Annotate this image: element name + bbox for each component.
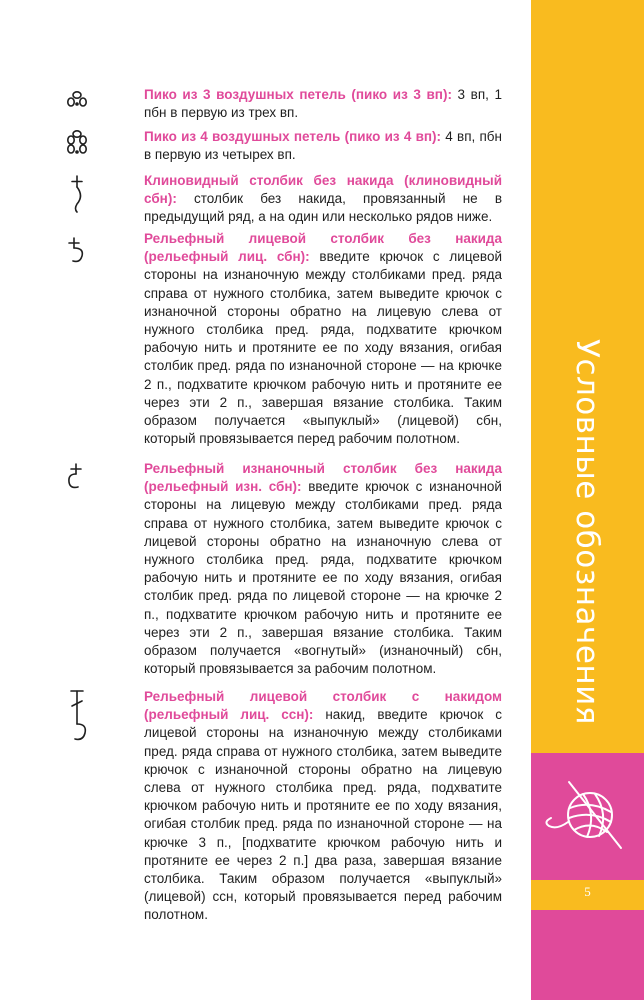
picot-3-ch-icon [62, 88, 92, 110]
entry-term: Рельефный лицевой столбик без накида (рельефный лиц. сбн): [144, 231, 502, 265]
legend-entry-back-post-sc [144, 460, 502, 678]
legend-entry-picot-3 [144, 86, 502, 122]
entry-description: накид, введите крючок с лицевой стороны на изнаночную между столбиками пред. ряда справа от нужного столбика, затем выведите крючок с изнаночной стороны обратно на лицевую слева от нужного столбика пред. ряда, подхватите крючком рабочую нить и протяните ее по ходу вязания, огибая столбик пред. ряда по изнаночной стороне — на крючке 3 п., [подхватите крючком рабочую нить и протяните ее через 2 п.] два раза, завершая вязание столбика. Таким образом получается «выпуклый» (лицевой) ссн, который провязывается перед рабочим полотном. [144, 707, 503, 923]
section-title: Условные обозначения [569, 339, 605, 725]
legend-entry-spike-sc [144, 172, 502, 227]
sidebar [531, 0, 644, 1000]
entry-description: столбик без накида, провязанный не в предыдущий ряд, а на один или несколько рядов ниже. [144, 191, 502, 225]
page-number: 5 [584, 884, 591, 899]
entry-term: Пико из 3 воздушных петель (пико из 3 вп): [144, 87, 452, 102]
entry-term: Рельефный лицевой столбик с накидом (рельефный лиц. ссн): [144, 689, 502, 723]
legend-entry-front-post-sc [144, 230, 502, 448]
front-post-sc-icon [62, 236, 92, 266]
entry-description: 3 вп, 1 пбн в первую из трех вп. [144, 87, 502, 121]
entry-term: Пико из 4 воздушных петель (пико из 4 вп): [144, 129, 442, 144]
yarn-ball-crochet-hook-icon [539, 770, 637, 860]
legend-entry-front-post-dc [144, 688, 502, 925]
picot-4-ch-icon [62, 128, 92, 158]
entry-description: введите крючок с изнаночной стороны на лицевую между столбиками пред. ряда справа от нужного столбика, затем выведите крючок с лицевой стороны обратно на изнаночную слева от нужного столбика пред. ряда, подхватите крючком рабочую нить и протяните ее по ходу вязания, огибая столбик пред. ряда по лицевой стороне — на крючке 2 п., подхватите крючком рабочую нить и протяните ее через эти 2 п., завершая вязание столбика. Таким образом получается «вогнутый» (изнаночный) сбн, который провязывается за рабочим полотном. [144, 479, 502, 677]
front-post-dc-icon [62, 688, 92, 746]
back-post-sc-icon [62, 462, 92, 492]
entry-description: введите крючок с лицевой стороны на изнаночную между столбиками пред. ряда справа от нужного столбика, затем выведите крючок с изнаночной стороны обратно на лицевую слева от нужного столбика пред. ряда, подхватите крючком рабочую нить и протяните ее по ходу вязания, огибая столбик пред. ряда по изнаночной стороне — на крючке 2 п., подхватите крючком рабочую нить и протяните ее через эти 2 п., завершая вязание столбика. Таким образом получается «выпуклый» (лицевой) сбн, который провязывается перед рабочим полотном. [144, 249, 502, 447]
entry-description: 4 вп, пбн в первую из четырех вп. [144, 129, 502, 163]
entry-term: Рельефный изнаночный столбик без накида (рельефный изн. сбн): [144, 461, 502, 495]
legend-entry-picot-4 [144, 128, 502, 164]
entry-term: Клиновидный столбик без накида (клиновидный сбн): [144, 173, 502, 207]
spike-sc-icon [62, 174, 92, 214]
